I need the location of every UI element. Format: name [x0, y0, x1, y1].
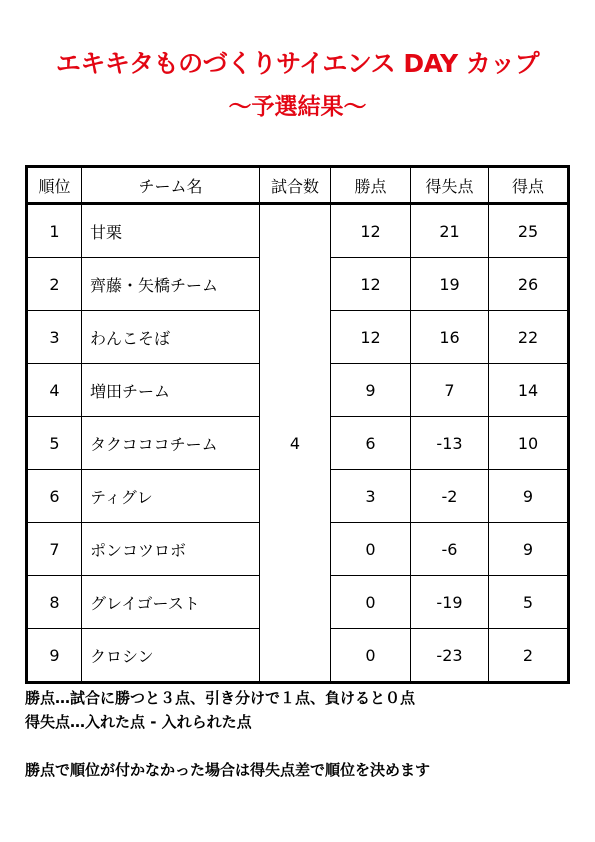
cell-goal-diff: -23 — [411, 629, 489, 683]
header-rank: 順位 — [27, 167, 82, 204]
cell-rank: 2 — [27, 258, 82, 311]
cell-team-name: クロシン — [82, 629, 260, 683]
page-title: エキキタものづくりサイエンス DAY カップ — [55, 49, 540, 78]
cell-team-name: 甘栗 — [82, 204, 260, 258]
cell-wins: 3 — [331, 470, 411, 523]
cell-rank: 1 — [27, 204, 82, 258]
header-games: 試合数 — [260, 167, 331, 204]
cell-goal-diff: -19 — [411, 576, 489, 629]
cell-team-name: わんこそば — [82, 311, 260, 364]
results-body — [27, 204, 569, 683]
cell-wins: 6 — [331, 417, 411, 470]
cell-goal-diff: 16 — [411, 311, 489, 364]
cell-score: 14 — [489, 364, 569, 417]
cell-goal-diff: -6 — [411, 523, 489, 576]
cell-wins: 0 — [331, 523, 411, 576]
header-team: チーム名 — [82, 167, 260, 204]
cell-score: 25 — [489, 204, 569, 258]
page-subtitle: ～予選結果～ — [228, 94, 367, 120]
header-goal-diff: 得失点 — [411, 167, 489, 204]
note-tiebreak-rule: 勝点で順位が付かなかった場合は得失点差で順位を決めます — [25, 761, 431, 779]
cell-score: 10 — [489, 417, 569, 470]
cell-goal-diff: -2 — [411, 470, 489, 523]
cell-goal-diff: 19 — [411, 258, 489, 311]
cell-score: 22 — [489, 311, 569, 364]
cell-goal-diff: 21 — [411, 204, 489, 258]
header-wins: 勝点 — [331, 167, 411, 204]
cell-wins: 0 — [331, 576, 411, 629]
cell-games-played: 4 — [260, 204, 331, 683]
cell-team-name: 増田チーム — [82, 364, 260, 417]
cell-rank: 9 — [27, 629, 82, 683]
cell-team-name: 齊藤・矢橋チーム — [82, 258, 260, 311]
notes-spacer — [25, 734, 570, 758]
cell-wins: 12 — [331, 204, 411, 258]
table-row — [27, 204, 569, 258]
note-win-points: 勝点…試合に勝つと３点、引き分けで１点、負けると０点 — [25, 689, 416, 707]
cell-rank: 5 — [27, 417, 82, 470]
cell-score: 5 — [489, 576, 569, 629]
cell-score: 9 — [489, 523, 569, 576]
cell-wins: 0 — [331, 629, 411, 683]
cell-rank: 3 — [27, 311, 82, 364]
cell-rank: 7 — [27, 523, 82, 576]
cell-wins: 12 — [331, 258, 411, 311]
results-table — [25, 165, 570, 684]
cell-wins: 12 — [331, 311, 411, 364]
cell-rank: 8 — [27, 576, 82, 629]
cell-team-name: グレイゴースト — [82, 576, 260, 629]
cell-wins: 9 — [331, 364, 411, 417]
cell-goal-diff: 7 — [411, 364, 489, 417]
table-header-row — [27, 167, 569, 204]
cell-rank: 6 — [27, 470, 82, 523]
cell-team-name: ポンコツロボ — [82, 523, 260, 576]
note-goal-difference: 得失点…入れた点 - 入れられた点 — [25, 713, 252, 731]
cell-rank: 4 — [27, 364, 82, 417]
cell-score: 26 — [489, 258, 569, 311]
cell-team-name: タクコココチーム — [82, 417, 260, 470]
header-score: 得点 — [489, 167, 569, 204]
notes — [25, 686, 570, 782]
cell-team-name: ティグレ — [82, 470, 260, 523]
cell-score: 9 — [489, 470, 569, 523]
cell-score: 2 — [489, 629, 569, 683]
cell-goal-diff: -13 — [411, 417, 489, 470]
